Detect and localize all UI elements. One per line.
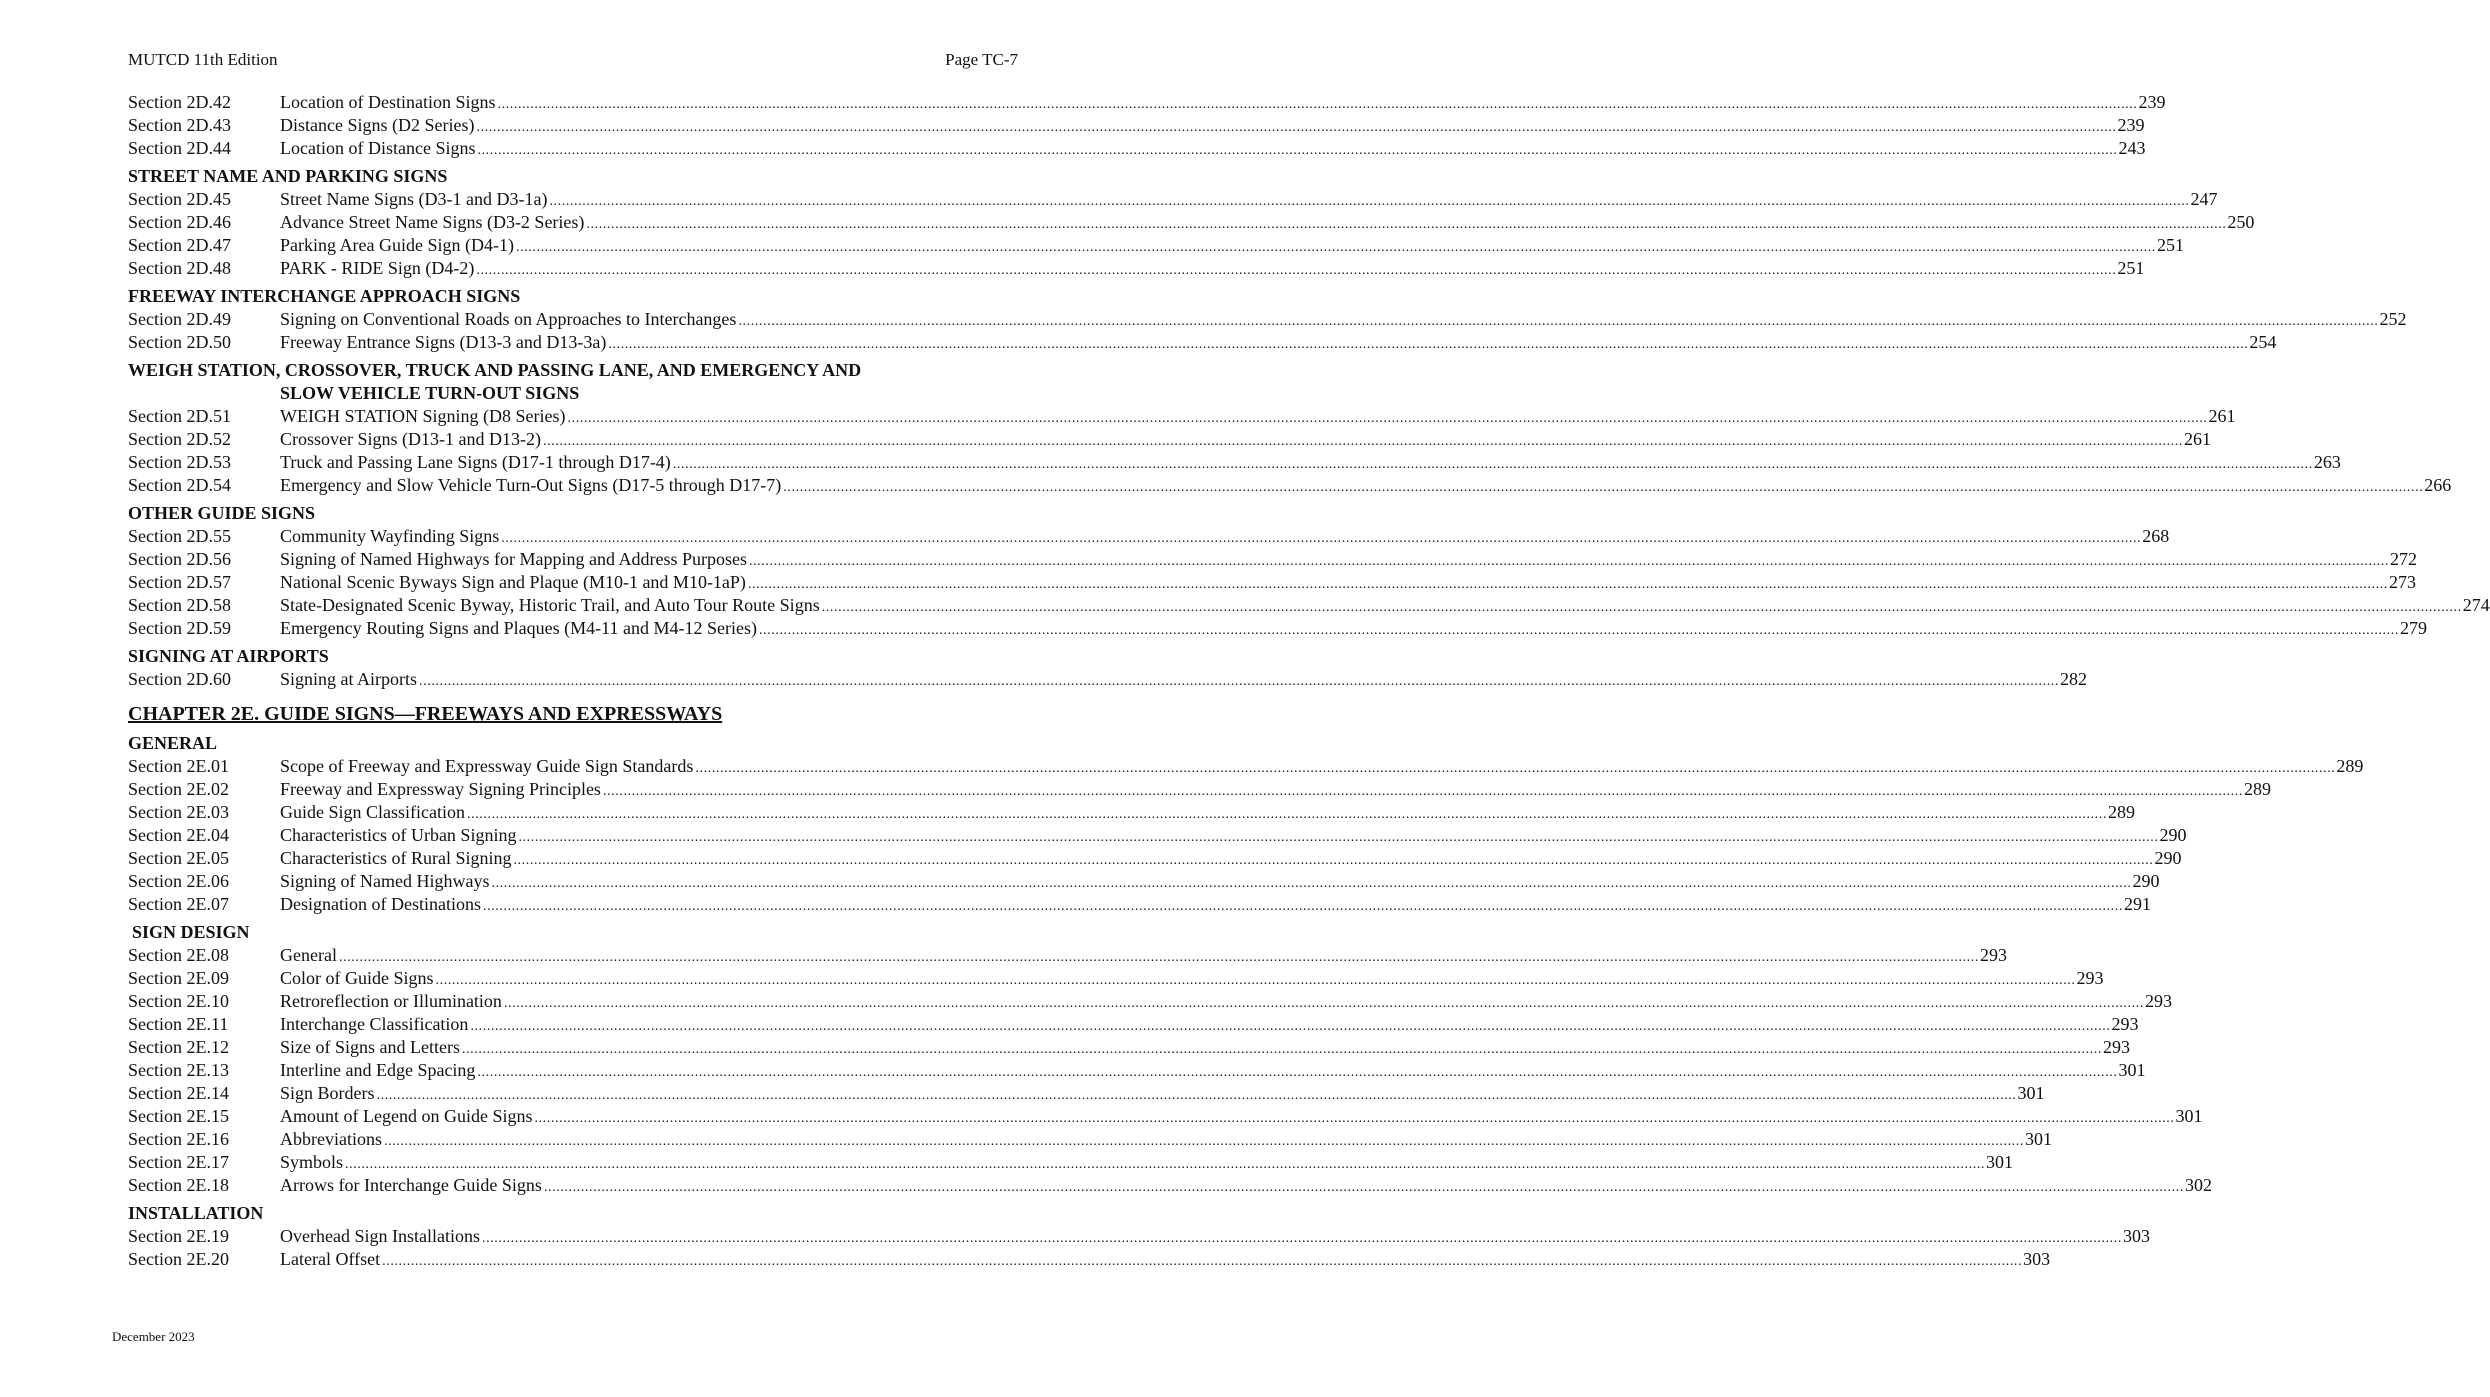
page-ref: 239 [2117,115,2145,135]
section-title: Color of Guide Signs [280,968,434,988]
section-number: Section 2D.44 [128,138,231,158]
section-title: Arrows for Interchange Guide Signs [280,1175,542,1195]
page-ref: 293 [2111,1014,2139,1034]
dot-leader: ................................................................................................................................................................................................................................................................................................................................................................................................................ [513,853,2154,868]
toc-entry[interactable] [128,801,2135,824]
section-number: Section 2E.14 [128,1083,229,1103]
toc-entry[interactable] [128,1013,2139,1036]
dot-leader: ................................................................................................................................................................................................................................................................................................................................................................................................................ [470,1019,2111,1034]
page-ref: 290 [2154,848,2182,868]
dot-leader: ................................................................................................................................................................................................................................................................................................................................................................................................................ [435,973,2076,988]
page-ref: 289 [2107,802,2135,822]
toc-entry[interactable] [128,525,2170,548]
section-number: Section 2E.02 [128,779,229,799]
page-header [128,50,1018,72]
section-number: Section 2D.47 [128,235,231,255]
section-number: Section 2D.53 [128,452,231,472]
section-title: Amount of Legend on Guide Signs [280,1106,533,1126]
page-ref: 289 [2336,756,2364,776]
dot-leader: ................................................................................................................................................................................................................................................................................................................................................................................................................ [672,457,2313,472]
section-title: General [280,945,337,965]
group-heading: STREET NAME AND PARKING SIGNS [128,166,448,186]
page-ref: 243 [2118,138,2146,158]
section-title: Community Wayfinding Signs [280,526,500,546]
page-ref: 263 [2313,452,2341,472]
dot-leader: ................................................................................................................................................................................................................................................................................................................................................................................................................ [602,784,2243,799]
page-ref: 254 [2249,332,2277,352]
section-title: Street Name Signs (D3-1 and D3-1a) [280,189,548,209]
toc-entry[interactable] [128,1036,2130,1059]
page-ref: 301 [1986,1152,2014,1172]
page-ref: 268 [2142,526,2170,546]
section-number: Section 2D.59 [128,618,231,638]
document-title: MUTCD 11th Edition [128,50,278,69]
section-number: Section 2E.04 [128,825,229,845]
section-title: Guide Sign Classification [280,802,465,822]
page-ref: 303 [2122,1226,2150,1246]
toc-entry[interactable] [128,474,2452,497]
page-ref: 274 [2462,595,2490,615]
dot-leader: ................................................................................................................................................................................................................................................................................................................................................................................................................ [491,876,2132,891]
section-title: Freeway and Expressway Signing Principles [280,779,601,799]
page-ref: 279 [2399,618,2427,638]
toc-entry[interactable] [128,91,2166,114]
group-heading: FREEWAY INTERCHANGE APPROACH SIGNS [128,286,521,306]
dot-leader: ................................................................................................................................................................................................................................................................................................................................................................................................................ [476,263,2117,278]
section-title: Lateral Offset [280,1249,381,1269]
section-title: Signing of Named Highways for Mapping and Address Purposes [280,549,747,569]
page-ref: 282 [2060,669,2088,689]
page-ref: 261 [2208,406,2236,426]
section-title: Freeway Entrance Signs (D13-3 and D13-3a) [280,332,607,352]
section-number: Section 2E.09 [128,968,229,988]
section-number: Section 2E.16 [128,1129,229,1149]
section-number: Section 2D.43 [128,115,231,135]
dot-leader: ................................................................................................................................................................................................................................................................................................................................................................................................................ [748,554,2389,569]
toc-entry[interactable] [128,137,2146,160]
section-title: Location of Distance Signs [280,138,476,158]
section-number: Section 2E.19 [128,1226,229,1246]
toc-entry[interactable] [128,1105,2203,1128]
group-heading: OTHER GUIDE SIGNS [128,503,316,523]
dot-leader: ................................................................................................................................................................................................................................................................................................................................................................................................................ [477,143,2118,158]
section-number: Section 2E.11 [128,1014,229,1034]
section-title: Scope of Freeway and Expressway Guide Sign Standards [280,756,694,776]
page-ref: 247 [2190,189,2218,209]
toc-entry[interactable] [128,778,2271,801]
dot-leader: ................................................................................................................................................................................................................................................................................................................................................................................................................ [461,1042,2102,1057]
dot-leader: ................................................................................................................................................................................................................................................................................................................................................................................................................ [821,600,2462,615]
dot-leader: ................................................................................................................................................................................................................................................................................................................................................................................................................ [783,480,2424,495]
group-heading: INSTALLATION [128,1203,264,1223]
section-number: Section 2D.54 [128,475,231,495]
dot-leader: ................................................................................................................................................................................................................................................................................................................................................................................................................ [515,240,2156,255]
dot-leader: ................................................................................................................................................................................................................................................................................................................................................................................................................ [481,1231,2122,1246]
toc-entry[interactable] [128,1082,2045,1105]
section-title: Truck and Passing Lane Signs (D17-1 through D17-4) [280,452,671,472]
section-title: Signing of Named Highways [280,871,490,891]
section-number: Section 2D.60 [128,669,231,689]
toc-entry[interactable] [128,257,2145,280]
section-number: Section 2D.46 [128,212,231,232]
section-number: Section 2E.01 [128,756,229,776]
section-number: Section 2E.15 [128,1106,229,1126]
toc-entry[interactable] [128,755,2364,778]
toc-entry[interactable] [128,405,2236,428]
section-title: Advance Street Name Signs (D3-2 Series) [280,212,585,232]
dot-leader: ................................................................................................................................................................................................................................................................................................................................................................................................................ [466,807,2107,822]
dot-leader: ................................................................................................................................................................................................................................................................................................................................................................................................................ [567,411,2208,426]
chapter-heading[interactable]: CHAPTER 2E. GUIDE SIGNS—FREEWAYS AND EXPRESSWAYS [128,703,723,725]
table-of-contents [128,91,2490,1271]
page-ref: 272 [2389,549,2417,569]
page-ref: 301 [2024,1129,2052,1149]
page-ref: 303 [2023,1249,2051,1269]
section-title: WEIGH STATION Signing (D8 Series) [280,406,566,426]
toc-entry[interactable] [128,114,2145,137]
dot-leader: ................................................................................................................................................................................................................................................................................................................................................................................................................ [542,434,2183,449]
section-title: Crossover Signs (D13-1 and D13-2) [280,429,541,449]
toc-entry[interactable] [128,1174,2212,1197]
page-ref: 293 [1979,945,2007,965]
section-number: Section 2D.51 [128,406,231,426]
page-ref: 302 [2184,1175,2212,1195]
toc-entry[interactable] [128,1151,2014,1174]
dot-leader: ................................................................................................................................................................................................................................................................................................................................................................................................................ [345,1157,1986,1172]
section-title: Characteristics of Rural Signing [280,848,512,868]
dot-leader: ................................................................................................................................................................................................................................................................................................................................................................................................................ [476,120,2117,135]
toc-entry[interactable] [128,967,2104,990]
section-title: Parking Area Guide Sign (D4-1) [280,235,514,255]
dot-leader: ................................................................................................................................................................................................................................................................................................................................................................................................................ [534,1111,2175,1126]
section-number: Section 2E.17 [128,1152,229,1172]
section-title: Size of Signs and Letters [280,1037,460,1057]
page-ref: 252 [2379,309,2407,329]
dot-leader: ................................................................................................................................................................................................................................................................................................................................................................................................................ [695,761,2336,776]
section-number: Section 2D.42 [128,92,231,112]
toc-entry[interactable] [128,668,2088,691]
section-title: Overhead Sign Installations [280,1226,480,1246]
section-number: Section 2D.52 [128,429,231,449]
toc-entry[interactable] [128,308,2407,331]
section-number: Section 2D.55 [128,526,231,546]
toc-entry[interactable] [128,234,2184,257]
section-number: Section 2D.48 [128,258,231,278]
page-ref: 251 [2117,258,2145,278]
section-number: Section 2E.07 [128,894,229,914]
section-number: Section 2D.50 [128,332,231,352]
section-title: Distance Signs (D2 Series) [280,115,475,135]
toc-entry[interactable] [128,893,2151,916]
page-ref: 289 [2243,779,2271,799]
dot-leader: ................................................................................................................................................................................................................................................................................................................................................................................................................ [419,674,2060,689]
toc-entry[interactable] [128,548,2417,571]
section-title: Sign Borders [280,1083,375,1103]
toc-entry[interactable] [128,451,2341,474]
page-ref: 291 [2123,894,2151,914]
toc-entry[interactable] [128,188,2218,211]
section-title: PARK - RIDE Sign (D4-2) [280,258,475,278]
page-ref: 290 [2159,825,2187,845]
dot-leader: ................................................................................................................................................................................................................................................................................................................................................................................................................ [501,531,2142,546]
page-ref: 251 [2156,235,2184,255]
group-heading: SIGNING AT AIRPORTS [128,646,329,666]
group-heading: SIGN DESIGN [132,922,250,942]
section-number: Section 2E.05 [128,848,229,868]
dot-leader: ................................................................................................................................................................................................................................................................................................................................................................................................................ [758,623,2399,638]
section-number: Section 2D.56 [128,549,231,569]
toc-entry[interactable] [128,870,2160,893]
page-ref: 273 [2388,572,2416,592]
page-ref: 293 [2102,1037,2130,1057]
dot-leader: ................................................................................................................................................................................................................................................................................................................................................................................................................ [338,950,1979,965]
section-number: Section 2E.06 [128,871,229,891]
section-title: Abbreviations [280,1129,382,1149]
toc-entry[interactable] [128,211,2255,234]
dot-leader: ................................................................................................................................................................................................................................................................................................................................................................................................................ [549,194,2190,209]
section-number: Section 2E.13 [128,1060,229,1080]
dot-leader: ................................................................................................................................................................................................................................................................................................................................................................................................................ [586,217,2227,232]
section-title: National Scenic Byways Sign and Plaque (M10-1 and M10-1aP) [280,572,746,592]
dot-leader: ................................................................................................................................................................................................................................................................................................................................................................................................................ [503,996,2144,1011]
page-number: Page TC-7 [945,50,1018,69]
dot-leader: ................................................................................................................................................................................................................................................................................................................................................................................................................ [518,830,2159,845]
page-ref: 293 [2144,991,2172,1011]
section-number: Section 2E.20 [128,1249,229,1269]
section-number: Section 2E.10 [128,991,229,1011]
section-title: Characteristics of Urban Signing [280,825,517,845]
page-ref: 250 [2227,212,2255,232]
page-ref: 261 [2183,429,2211,449]
section-title: Interline and Edge Spacing [280,1060,476,1080]
section-number: Section 2E.18 [128,1175,229,1195]
dot-leader: ................................................................................................................................................................................................................................................................................................................................................................................................................ [376,1088,2017,1103]
section-number: Section 2D.45 [128,189,231,209]
toc-entry[interactable] [128,944,2007,967]
heading-line-1: WEIGH STATION, CROSSOVER, TRUCK AND PASSING LANE, AND EMERGENCY AND [128,360,862,380]
dot-leader: ................................................................................................................................................................................................................................................................................................................................................................................................................ [747,577,2388,592]
dot-leader: ................................................................................................................................................................................................................................................................................................................................................................................................................ [482,899,2123,914]
page-ref: 290 [2132,871,2160,891]
dot-leader: ................................................................................................................................................................................................................................................................................................................................................................................................................ [382,1254,2023,1269]
section-number: Section 2E.08 [128,945,229,965]
toc-entry[interactable] [128,1225,2150,1248]
footer-date: December 2023 [112,1329,195,1344]
section-number: Section 2E.03 [128,802,229,822]
toc-entry[interactable] [128,1248,2051,1271]
section-title: Interchange Classification [280,1014,469,1034]
section-title: Location of Destination Signs [280,92,496,112]
toc-entry[interactable] [128,1128,2052,1151]
page-ref: 301 [2017,1083,2045,1103]
toc-entry[interactable] [128,847,2182,870]
section-number: Section 2D.58 [128,595,231,615]
toc-entry[interactable] [128,824,2187,847]
group-heading: GENERAL [128,733,218,753]
heading-line-2: SLOW VEHICLE TURN-OUT SIGNS [280,383,580,403]
toc-entry[interactable] [128,990,2172,1013]
toc-entry[interactable] [128,331,2277,354]
toc-entry[interactable] [128,571,2416,594]
dot-leader: ................................................................................................................................................................................................................................................................................................................................................................................................................ [543,1180,2184,1195]
toc-entry[interactable] [128,617,2427,640]
section-title: Retroreflection or Illumination [280,991,502,1011]
section-title: Signing on Conventional Roads on Approaches to Interchanges [280,309,737,329]
section-title: Emergency Routing Signs and Plaques (M4-11 and M4-12 Series) [280,618,757,638]
section-title: State-Designated Scenic Byway, Historic Trail, and Auto Tour Route Signs [280,595,820,615]
toc-entry[interactable] [128,594,2490,617]
toc-entry[interactable] [128,428,2211,451]
page-ref: 301 [2175,1106,2203,1126]
toc-entry[interactable] [128,1059,2146,1082]
page-ref: 239 [2138,92,2166,112]
page-ref: 266 [2424,475,2452,495]
dot-leader: ................................................................................................................................................................................................................................................................................................................................................................................................................ [738,314,2379,329]
section-title: Symbols [280,1152,344,1172]
page-ref: 293 [2076,968,2104,988]
section-number: Section 2D.57 [128,572,231,592]
dot-leader: ................................................................................................................................................................................................................................................................................................................................................................................................................ [477,1065,2118,1080]
dot-leader: ................................................................................................................................................................................................................................................................................................................................................................................................................ [608,337,2249,352]
section-title: Emergency and Slow Vehicle Turn-Out Signs (D17-5 through D17-7) [280,475,782,495]
dot-leader: ................................................................................................................................................................................................................................................................................................................................................................................................................ [497,97,2138,112]
section-number: Section 2D.49 [128,309,231,329]
page-ref: 301 [2118,1060,2146,1080]
section-number: Section 2E.12 [128,1037,229,1057]
section-title: Designation of Destinations [280,894,481,914]
section-title: Signing at Airports [280,669,418,689]
group-heading [128,359,1018,405]
dot-leader: ................................................................................................................................................................................................................................................................................................................................................................................................................ [383,1134,2024,1149]
